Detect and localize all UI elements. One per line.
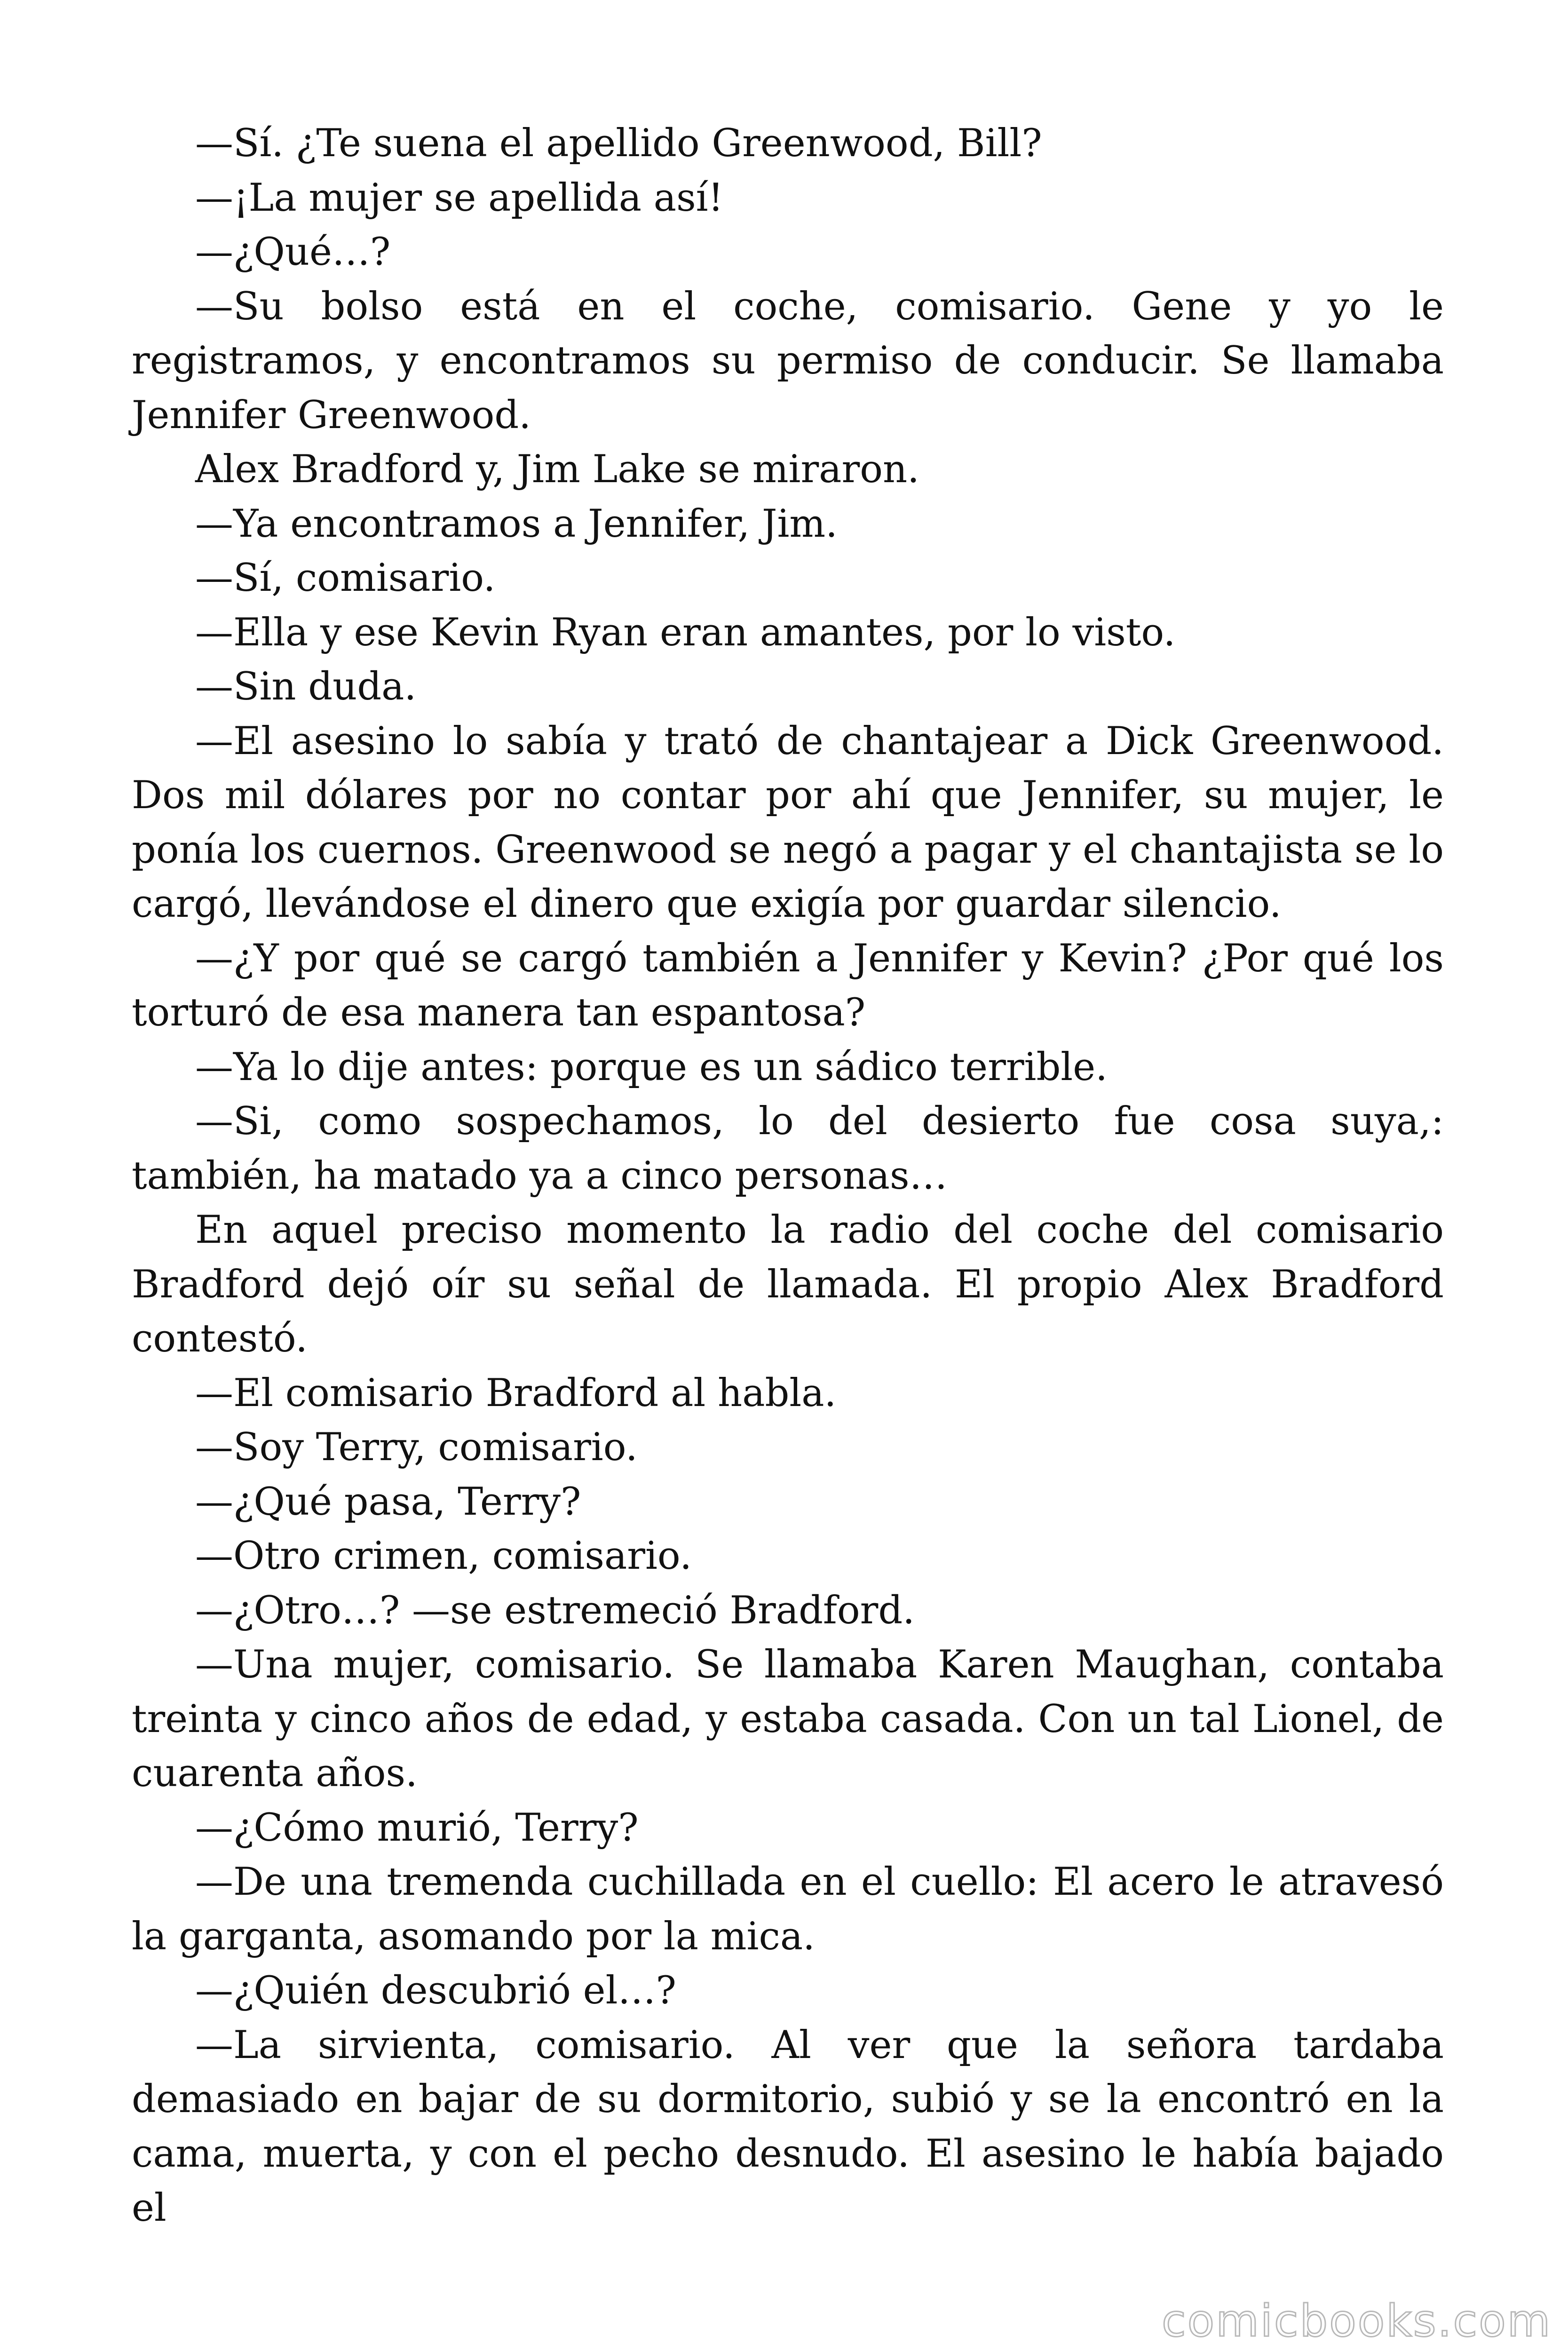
paragraph: —¿Otro…? —se estremeció Bradford. [195,1588,915,1633]
paragraph: —El asesino lo sabía y trató de chantajear a Dick Greenwood. Dos mil dólares por no contar por ahí que Jennifer, su mujer, le ponía los cuernos. Greenwood se negó a pagar y el chantajista se lo cargó, llevándose el dinero que exigía por guardar silencio. [132,719,1444,926]
paragraph: —Si, como sospechamos, lo del desierto fue cosa suya,: también, ha matado ya a cinco personas… [132,1099,1444,1198]
paragraph: —Ya encontramos a Jennifer, Jim. [195,501,838,546]
paragraph: —Una mujer, comisario. Se llamaba Karen Maughan, contaba treinta y cinco años de edad, y estaba casada. Con un tal Lionel, de cuarenta años. [132,1643,1444,1796]
paragraph: —Otro crimen, comisario. [195,1534,692,1578]
paragraph: —¿Cómo murió, Terry? [195,1805,639,1850]
page-body [132,117,1444,2236]
paragraph: En aquel preciso momento la radio del coche del comisario Bradford dejó oír su señal de llamada. El propio Alex Bradford contestó. [132,1208,1444,1361]
paragraph: —¡La mujer se apellida así! [195,175,724,220]
paragraph: —De una tremenda cuchillada en el cuello: El acero le atravesó la garganta, asomando por la mica. [132,1860,1444,1959]
paragraph: —Sí. ¿Te suena el apellido Greenwood, Bill? [195,121,1042,166]
paragraph: —La sirvienta, comisario. Al ver que la señora tardaba demasiado en bajar de su dormitorio, subió y se la encontró en la cama, muerta, y con el pecho desnudo. El asesino le había bajado el [132,2023,1444,2230]
paragraph: —¿Quién descubrió el…? [195,1969,676,2013]
paragraph: —Sí, comisario. [195,556,496,600]
paragraph: —¿Y por qué se cargó también a Jennifer y Kevin? ¿Por qué los torturó de esa manera tan espantosa? [132,936,1444,1035]
paragraph: —El comisario Bradford al habla. [195,1371,837,1415]
paragraph: —Soy Terry, comisario. [195,1425,638,1470]
paragraph: Alex Bradford y, Jim Lake se miraron. [195,447,919,492]
paragraph: —¿Qué pasa, Terry? [195,1479,581,1524]
watermark: comicbooks.com [1162,2296,1552,2347]
paragraph: —Su bolso está en el coche, comisario. Gene y yo le registramos, y encontramos su permiso de conducir. Se llamaba Jennifer Greenwood. [132,284,1444,437]
paragraph: —Ya lo dije antes: porque es un sádico terrible. [195,1045,1108,1089]
paragraph: —Ella y ese Kevin Ryan eran amantes, por lo visto. [195,610,1176,655]
paragraph: —¿Qué…? [195,230,391,274]
paragraph: —Sin duda. [195,665,417,709]
